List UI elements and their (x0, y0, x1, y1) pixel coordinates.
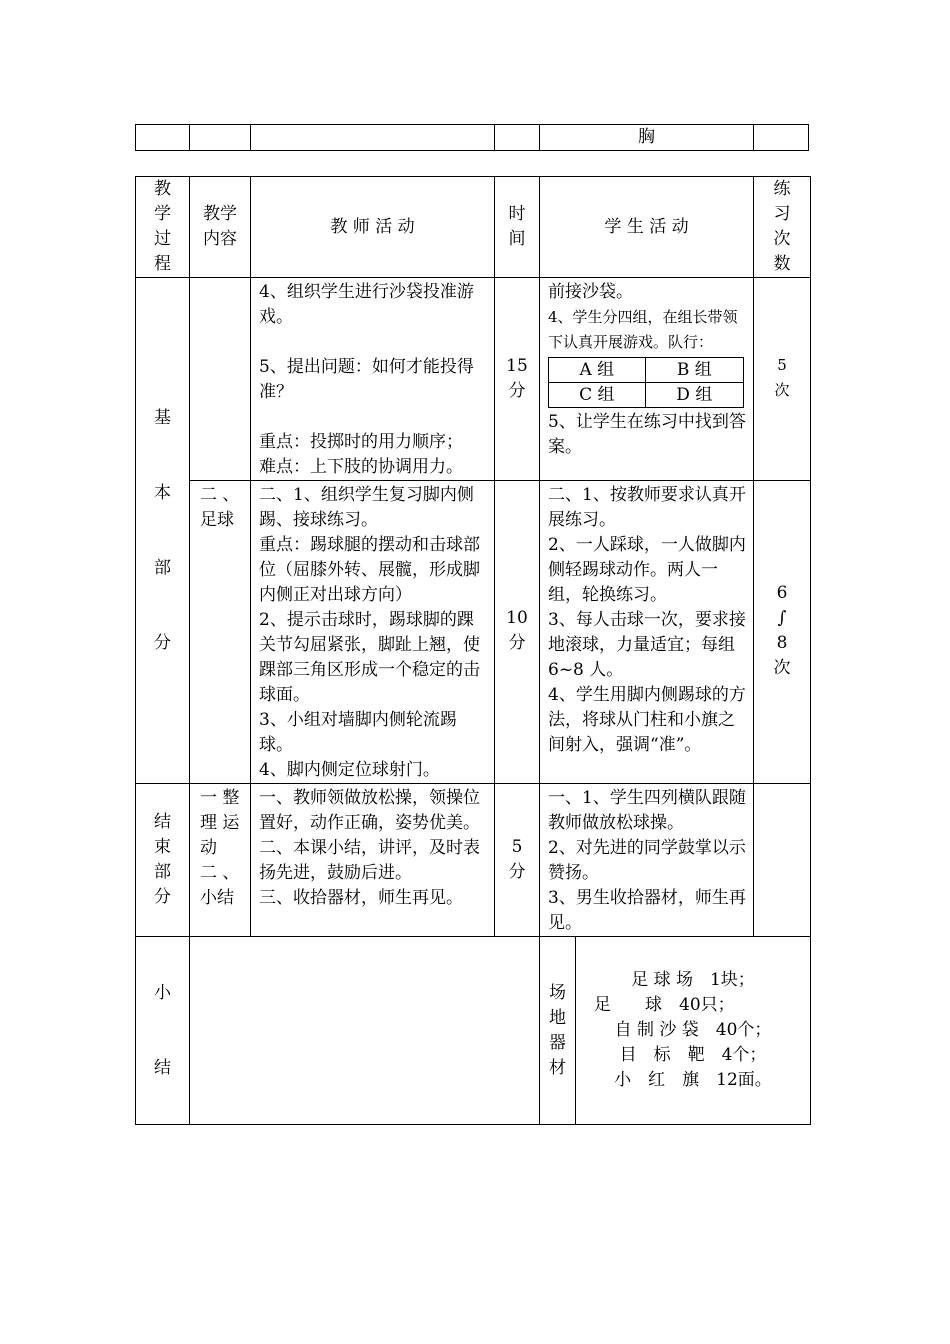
equipment-item: 目 标 靶 4个； (619, 1045, 767, 1065)
basic-part-label: 基 本 部 分 (136, 278, 190, 784)
header-teaching-process: 教 学 过 程 (136, 177, 190, 278)
equipment-item: 小 红 旗 12面。 (614, 1070, 772, 1090)
group-formation-grid (548, 357, 744, 408)
equipment-item: 足 球 40只； (594, 995, 735, 1015)
end-part-student-activity: 一、1、学生四列横队跟随教师做放松球操。 2、对先进的同学鼓掌以示赞扬。 3、男生收拾器材，师生再见。 (540, 784, 754, 937)
top-cell-1 (136, 125, 190, 151)
basic-row1-time: 15 分 (495, 278, 540, 481)
group-a: A 组 (549, 358, 646, 383)
top-partial-row (136, 125, 809, 151)
basic-row1-student-activity: 前接沙袋。 4、学生分四组，在组长带领下认真开展游戏。队行： A 组 B 组 C 组 D 组 5、让学生在练习中找到答案。 (540, 278, 754, 481)
end-part-content: 一 整 理 运 动 二 、 小结 (190, 784, 251, 937)
basic-row1-content (190, 278, 251, 481)
end-part-teacher-activity: 一、教师领做放松操，领操位置好，动作正确，姿势优美。 二、本课小结，讲评，及时表扬先进，鼓励后进。 三、收拾器材，师生再见。 (251, 784, 495, 937)
top-cell-6 (754, 125, 809, 151)
end-part-time: 5 分 (495, 784, 540, 937)
basic-row1-teacher-activity: 4、组织学生进行沙袋投准游戏。 5、提出问题：如何才能投得准？ 重点：投掷时的用力顺序； 难点：上下肢的协调用力。 (251, 278, 495, 481)
basic-row2-time: 10 分 (495, 481, 540, 784)
top-cell-4 (495, 125, 540, 151)
top-cell-5: 胸 (540, 125, 754, 151)
end-part-label: 结 束 部 分 (136, 784, 190, 937)
top-cell-3 (251, 125, 495, 151)
basic-row2-content: 二 、 足球 (190, 481, 251, 784)
header-practice-count: 练 习 次 数 (754, 177, 811, 278)
lesson-plan-table (135, 176, 811, 1125)
basic-row2-reps: 6 ∫ 8 次 (754, 481, 811, 784)
header-student-activity: 学 生 活 动 (540, 177, 754, 278)
end-part-reps (754, 784, 811, 937)
summary-notes (190, 937, 540, 1125)
basic-row-sandbag (136, 278, 811, 481)
summary-row (136, 937, 811, 1125)
equipment-item: 自 制 沙 袋 40个； (614, 1020, 772, 1040)
basic-row1-reps: 5 次 (754, 278, 811, 481)
basic-row2-teacher-activity: 二、1、组织学生复习脚内侧踢、接球练习。 重点：踢球腿的摆动和击球部位（屈膝外转、展髋，形成脚内侧正对出球方向） 2、提示击球时，踢球脚的踝关节勾屈紧张，脚趾上翘，使踝部三角区形成一个稳定的击球面。 3、小组对墙脚内侧轮流踢球。 4、脚内侧定位球射门。 (251, 481, 495, 784)
group-b: B 组 (645, 358, 743, 383)
header-row (136, 177, 811, 278)
header-time: 时 间 (495, 177, 540, 278)
summary-label: 小 结 (136, 937, 190, 1125)
header-teacher-activity: 教 师 活 动 (251, 177, 495, 278)
group-c: C 组 (549, 383, 646, 408)
top-partial-table (135, 124, 809, 151)
header-teaching-content: 教学 内容 (190, 177, 251, 278)
basic-row2-student-activity: 二、1、按教师要求认真开展练习。 2、一人踩球，一人做脚内侧轻踢球动作。两人一组，轮换练习。 3、每人击球一次，要求接地滚球，力量适宜；每组 6~8 人。 4、学生用脚内侧踢球的方法，将球从门柱和小旗之间射入，强调“准”。 (540, 481, 754, 784)
equipment-item: 足 球 场 1块； (631, 970, 755, 990)
top-cell-2 (190, 125, 251, 151)
equipment-label: 场 地 器 材 (540, 937, 576, 1125)
basic-row-football (136, 481, 811, 784)
group-d: D 组 (645, 383, 743, 408)
equipment-list (576, 937, 811, 1125)
end-part-row (136, 784, 811, 937)
